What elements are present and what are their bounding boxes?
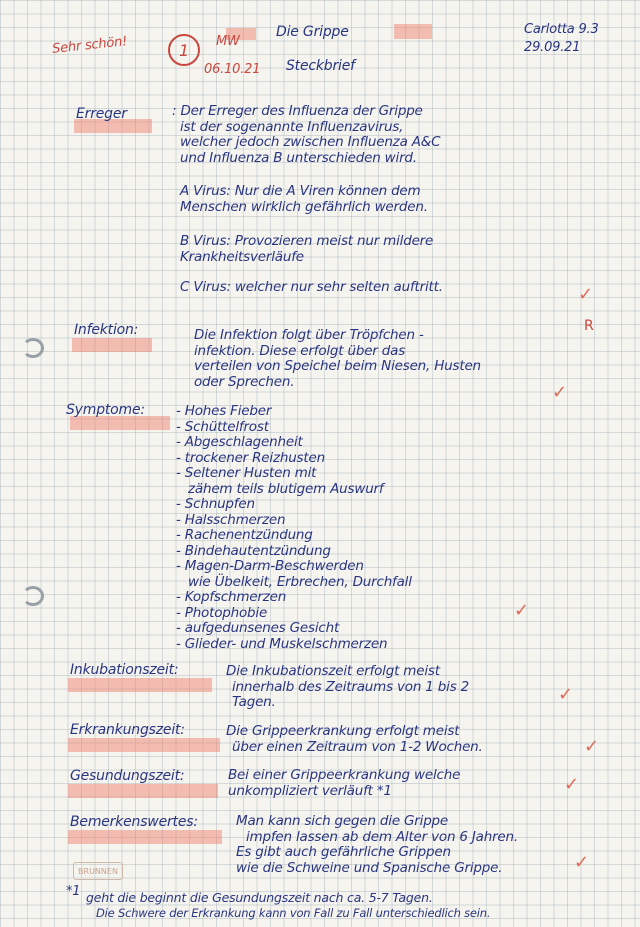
label-erkrankungszeit: Erkrankungszeit: (70, 722, 185, 738)
check-mark: ✓ (558, 684, 574, 705)
list-item: zähem teils blutigem Auswurf (188, 480, 384, 497)
infektion-text: Die Infektion folgt über Tröpfchen - infektion. Diese erfolgt über das verteilen von Speichel beim Niesen, Husten oder Sprechen. (194, 327, 481, 390)
highlight (70, 416, 170, 430)
grade-initials: MW (216, 34, 240, 49)
brand-logo: BRUNNEN (73, 862, 123, 880)
check-mark: ✓ (574, 852, 590, 873)
erkrankungszeit-text: Die Grippeerkrankung erfolgt meist über einen Zeitraum von 1-2 Wochen. (226, 723, 483, 755)
list-item: - Bindehautentzündung (176, 542, 331, 559)
c-virus-text: C Virus: welcher nur sehr selten auftritt. (180, 279, 443, 295)
label-inkubationszeit: Inkubationszeit: (70, 662, 179, 678)
highlight (394, 24, 432, 39)
label-symptome: Symptome: (66, 402, 145, 418)
grade-value: 1 (179, 40, 189, 60)
highlight (72, 338, 152, 352)
check-mark: ✓ (514, 600, 530, 621)
page-subtitle: Steckbrief (286, 58, 355, 74)
b-virus-text: B Virus: Provozieren meist nur mildere Krankheitsverläufe (180, 233, 434, 265)
inkubationszeit-text: Die Inkubationszeit erfolgt meist innerhalb des Zeitraums von 1 bis 2 Tagen. (226, 663, 470, 710)
highlight (68, 830, 222, 844)
list-item: - Abgeschlagenheit (176, 434, 303, 450)
list-item: - trockener Reizhusten (176, 449, 325, 466)
check-mark: ✓ (552, 382, 568, 403)
check-mark: ✓ (564, 774, 580, 795)
list-item: - Kopfschmerzen (176, 589, 287, 605)
label-infektion: Infektion: (74, 322, 139, 338)
side-note: R (584, 318, 594, 334)
symptome-list (176, 404, 412, 652)
student-name: Carlotta 9.3 (524, 22, 599, 37)
binder-ring-top (22, 338, 44, 358)
highlight (68, 784, 218, 798)
highlight (68, 678, 212, 692)
label-gesundungszeit: Gesundungszeit: (70, 768, 185, 784)
list-item: - Hohes Fieber (176, 403, 272, 419)
check-mark: ✓ (584, 736, 600, 757)
list-item: - Glieder- und Muskelschmerzen (176, 635, 388, 652)
list-item: - Halsschmerzen (176, 511, 286, 528)
list-item: - Rachenentzündung (176, 527, 313, 543)
list-item: - aufgedunsenes Gesicht (176, 620, 340, 636)
list-item: - Photophobie (176, 604, 268, 621)
label-erreger: Erreger (76, 106, 127, 122)
list-item: wie Übelkeit, Erbrechen, Durchfall (188, 573, 412, 590)
list-item: - Magen-Darm-Beschwerden (176, 558, 364, 574)
erreger-text: : Der Erreger des Influenza der Grippe ist der sogenannte Influenzavirus, welcher jedoch zwischen Influenza A&C und Influenza B unterschieden wird. (172, 103, 441, 166)
list-item: - Schnupfen (176, 496, 255, 512)
header-date: 29.09.21 (524, 40, 581, 55)
check-mark: ✓ (578, 284, 594, 305)
grade-circle (168, 34, 200, 66)
highlight (68, 738, 220, 752)
teacher-praise: Sehr schön! (51, 34, 128, 57)
list-item: - Seltener Husten mit (176, 465, 317, 481)
footnote-marker: *1 (66, 884, 81, 899)
label-bemerkenswertes: Bemerkenswertes: (70, 814, 198, 830)
a-virus-text: A Virus: Nur die A Viren können dem Menschen wirklich gefährlich werden. (180, 183, 428, 215)
gesundungszeit-text: Bei einer Grippeerkrankung welche unkompliziert verläuft *1 (228, 767, 461, 799)
list-item: - Schüttelfrost (176, 418, 269, 435)
binder-ring-bottom (22, 586, 44, 606)
page-title: Die Grippe (276, 24, 349, 40)
bemerkenswertes-text: Man kann sich gegen die Grippe impfen lassen ab dem Alter von 6 Jahren. Es gibt auch gefährliche Grippen wie die Schweine und Spanische Grippe. (236, 813, 518, 876)
grade-date: 06.10.21 (204, 62, 261, 77)
footnote-text: geht die beginnt die Gesundungszeit nach ca. 5-7 Tagen. Die Schwere der Erkrankung kann von Fall zu Fall unterschiedlich sein. (86, 890, 491, 920)
